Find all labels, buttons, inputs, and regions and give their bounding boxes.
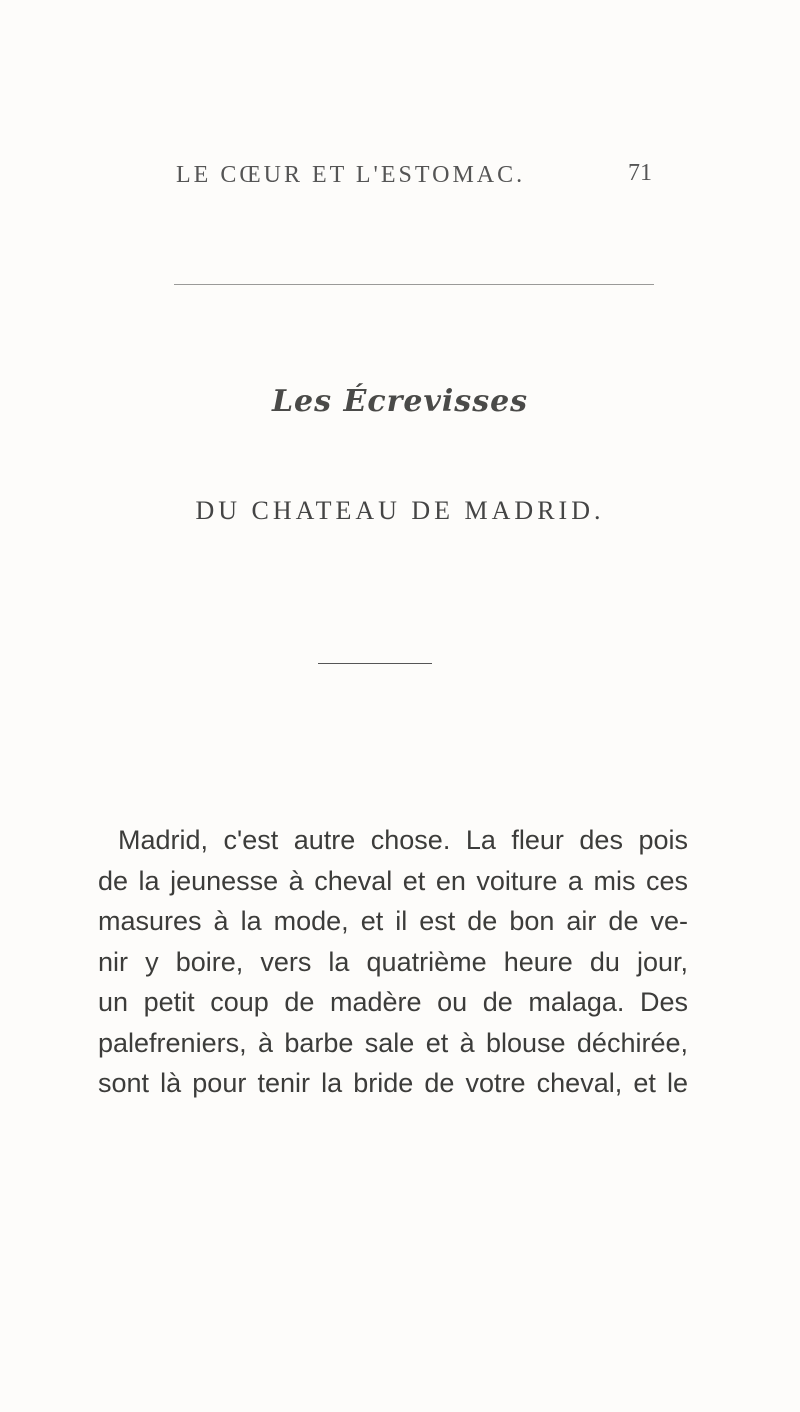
header-divider <box>174 284 654 285</box>
body-line: de la jeunesse à cheval et en voiture a mis ces <box>98 865 688 896</box>
page-number: 71 <box>628 160 652 186</box>
chapter-title: Les Écrevisses <box>271 384 529 419</box>
body-line: nir y boire, vers la quatrième heure du jour, <box>98 946 688 977</box>
body-line: Madrid, c'est autre chose. La fleur des pois <box>118 825 688 855</box>
chapter-subtitle: DU CHATEAU DE MADRID. <box>195 496 605 525</box>
body-line: un petit coup de madère ou de malaga. Des <box>98 987 688 1017</box>
running-head-title: LE CŒUR ET L'ESTOMAC. <box>176 162 526 188</box>
section-divider <box>318 663 432 664</box>
body-line: masures à la mode, et il est de bon air de ve- <box>98 906 688 936</box>
body-paragraph <box>98 820 688 1104</box>
body-line: palefreniers, à barbe sale et à blouse déchirée, <box>98 1027 688 1058</box>
body-line: sont là pour tenir la bride de votre cheval, et le <box>98 1068 688 1098</box>
